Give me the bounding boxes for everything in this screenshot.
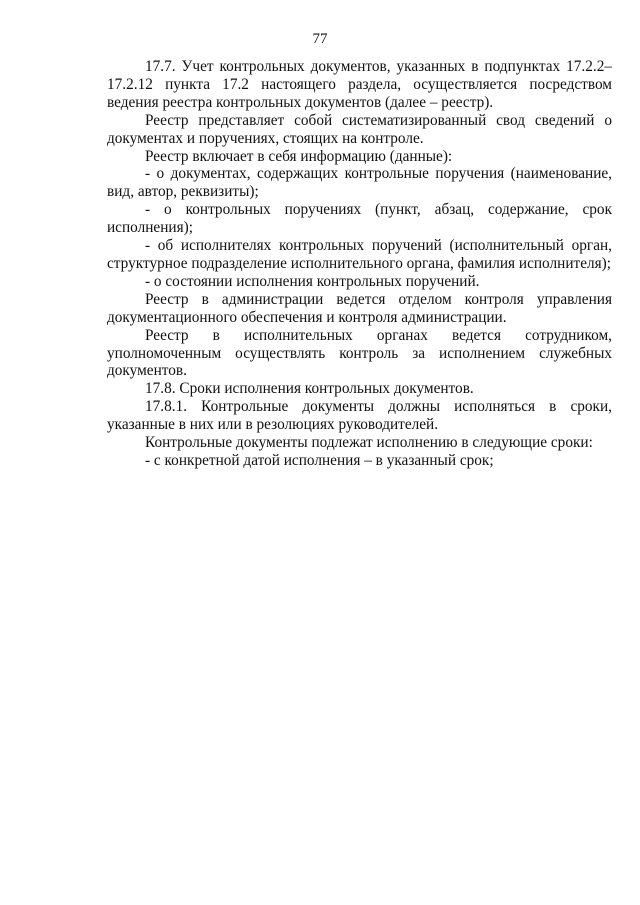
paragraph-registry-executive-bodies: Реестр в исполнительных органах ведется сотрудником, уполномоченным осуществлять контроль за исполнением служебных документов. (107, 326, 612, 380)
paragraph-registry-administration: Реестр в администрации ведется отделом контроля управления документационного обеспечения и контроля администрации. (107, 290, 612, 326)
list-item-executors: - об исполнителях контрольных поручений (исполнительный орган, структурное подразделение исполнительного органа, фамилия исполнителя); (107, 237, 612, 272)
paragraph-17-7: 17.7. Учет контрольных документов, указанных в подпунктах 17.2.2–17.2.12 пункта 17.2 настоящего раздела, осуществляется посредством ведения реестра контрольных документов (далее – реестр). (107, 58, 612, 111)
list-item-execution-status: - о состоянии исполнения контрольных поручений. (145, 272, 480, 290)
page-body (107, 58, 612, 470)
paragraph-registry-definition: Реестр представляет собой систематизированный свод сведений о документах и поручениях, стоящих на контроле. (107, 111, 612, 147)
paragraph-17-8-1: 17.8.1. Контрольные документы должны исполняться в сроки, указанные в них или в резолюциях руководителей. (107, 398, 612, 434)
paragraph-deadlines-intro: Контрольные документы подлежат исполнению в следующие сроки: (145, 434, 593, 452)
paragraph-17-8: 17.8. Сроки исполнения контрольных документов. (145, 380, 474, 398)
page-number: 77 (312, 31, 328, 47)
paragraph-registry-includes: Реестр включает в себя информацию (данные): (145, 147, 453, 165)
list-item-documents: - о документах, содержащих контрольные поручения (наименование, вид, автор, реквизиты); (107, 165, 612, 201)
list-item-control-orders: - о контрольных поручениях (пункт, абзац, содержание, срок исполнения); (107, 201, 612, 237)
list-item-specific-date: - с конкретной датой исполнения – в указанный срок; (145, 451, 494, 469)
